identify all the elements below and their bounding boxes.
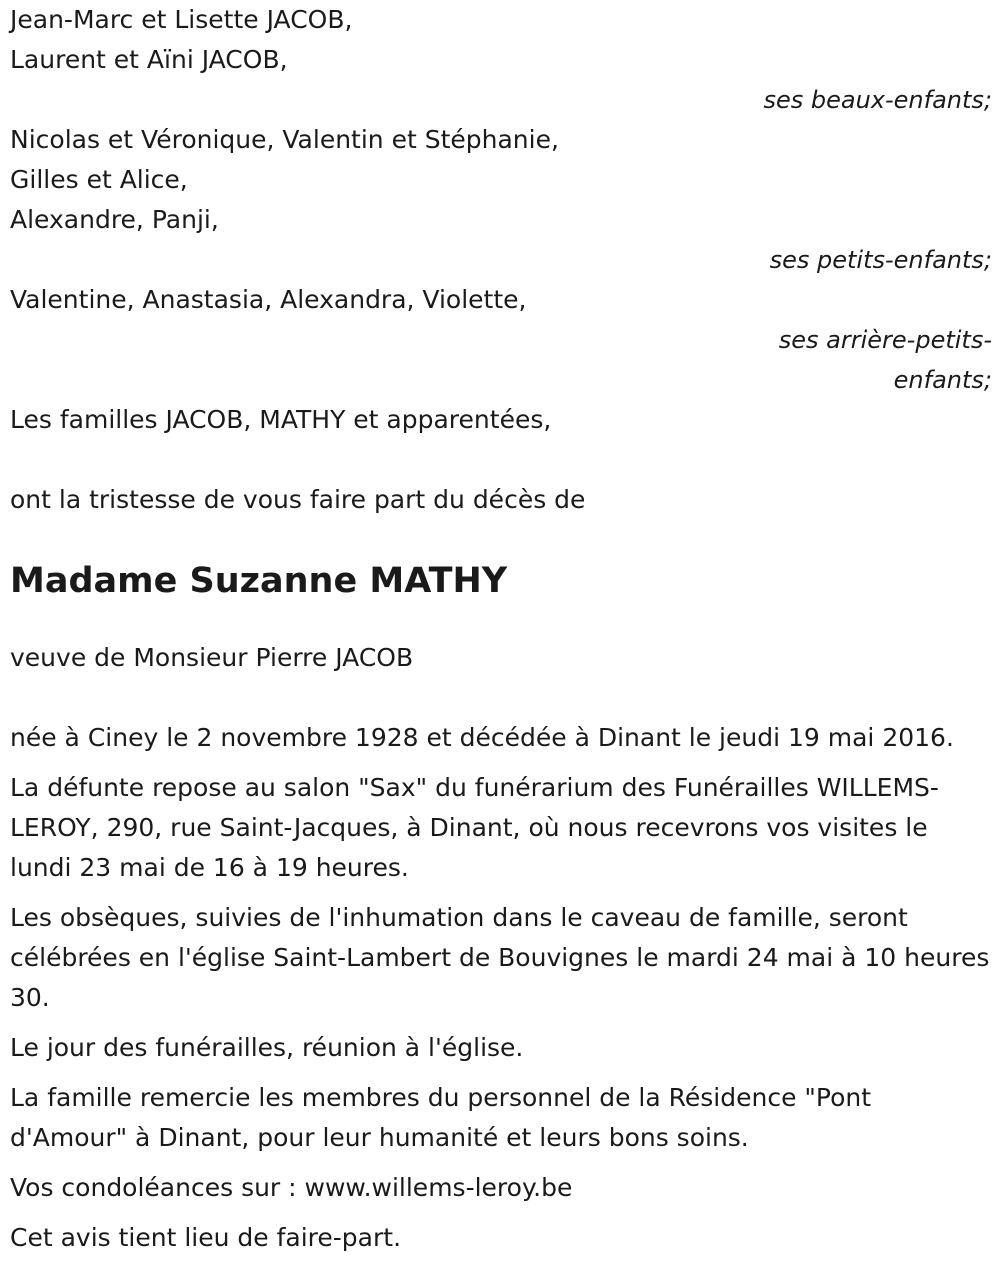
role-petits-enfants: ses petits-enfants;: [769, 246, 992, 274]
other-families: Les familles JACOB, MATHY et apparentées,: [10, 405, 552, 434]
arriere-petits-enfants-block: [10, 280, 992, 400]
widow-of: veuve de Monsieur Pierre JACOB: [10, 643, 414, 672]
role-beaux-enfants: ses beaux-enfants;: [763, 86, 992, 114]
family-line: Nicolas et Véronique, Valentin et Stéphanie,: [10, 125, 559, 154]
petits-enfants-block: [10, 120, 992, 280]
notice-footer: Cet avis tient lieu de faire-part.: [10, 1223, 402, 1252]
role-arriere-petits-enfants-cont: enfants;: [893, 366, 992, 394]
family-line: Laurent et Aïni JACOB,: [10, 45, 288, 74]
family-line: Valentine, Anastasia, Alexandra, Violette,: [10, 285, 527, 314]
role-arriere-petits-enfants: ses arrière-petits-: [778, 326, 992, 354]
condolences-info: Vos condoléances sur : www.willems-leroy.be: [10, 1173, 573, 1202]
family-line: Jean-Marc et Lisette JACOB,: [10, 5, 353, 34]
thanks-info: La famille remercie les membres du personnel de la Résidence "Pont d'Amour" à Dinant, pour leur humanité et leurs bons soins.: [10, 1083, 872, 1152]
obituary-notice: [10, 0, 992, 1268]
announcement-text: ont la tristesse de vous faire part du décès de: [10, 485, 586, 514]
visitation-info: La défunte repose au salon "Sax" du funérarium des Funérailles WILLEMS-LEROY, 290, rue Saint-Jacques, à Dinant, où nous recevrons vos visites le lundi 23 mai de 16 à 19 heures.: [10, 773, 939, 882]
funeral-info: Les obsèques, suivies de l'inhumation dans le caveau de famille, seront célébrées en l'église Saint-Lambert de Bouvignes le mardi 24 mai à 10 heures 30.: [10, 903, 990, 1012]
birth-death-dates: née à Ciney le 2 novembre 1928 et décédée à Dinant le jeudi 19 mai 2016.: [10, 723, 954, 752]
family-line: Alexandre, Panji,: [10, 205, 219, 234]
deceased-name: Madame Suzanne MATHY: [10, 561, 508, 601]
meeting-info: Le jour des funérailles, réunion à l'église.: [10, 1033, 524, 1062]
family-line: Gilles et Alice,: [10, 165, 188, 194]
beaux-enfants-block: [10, 0, 992, 120]
